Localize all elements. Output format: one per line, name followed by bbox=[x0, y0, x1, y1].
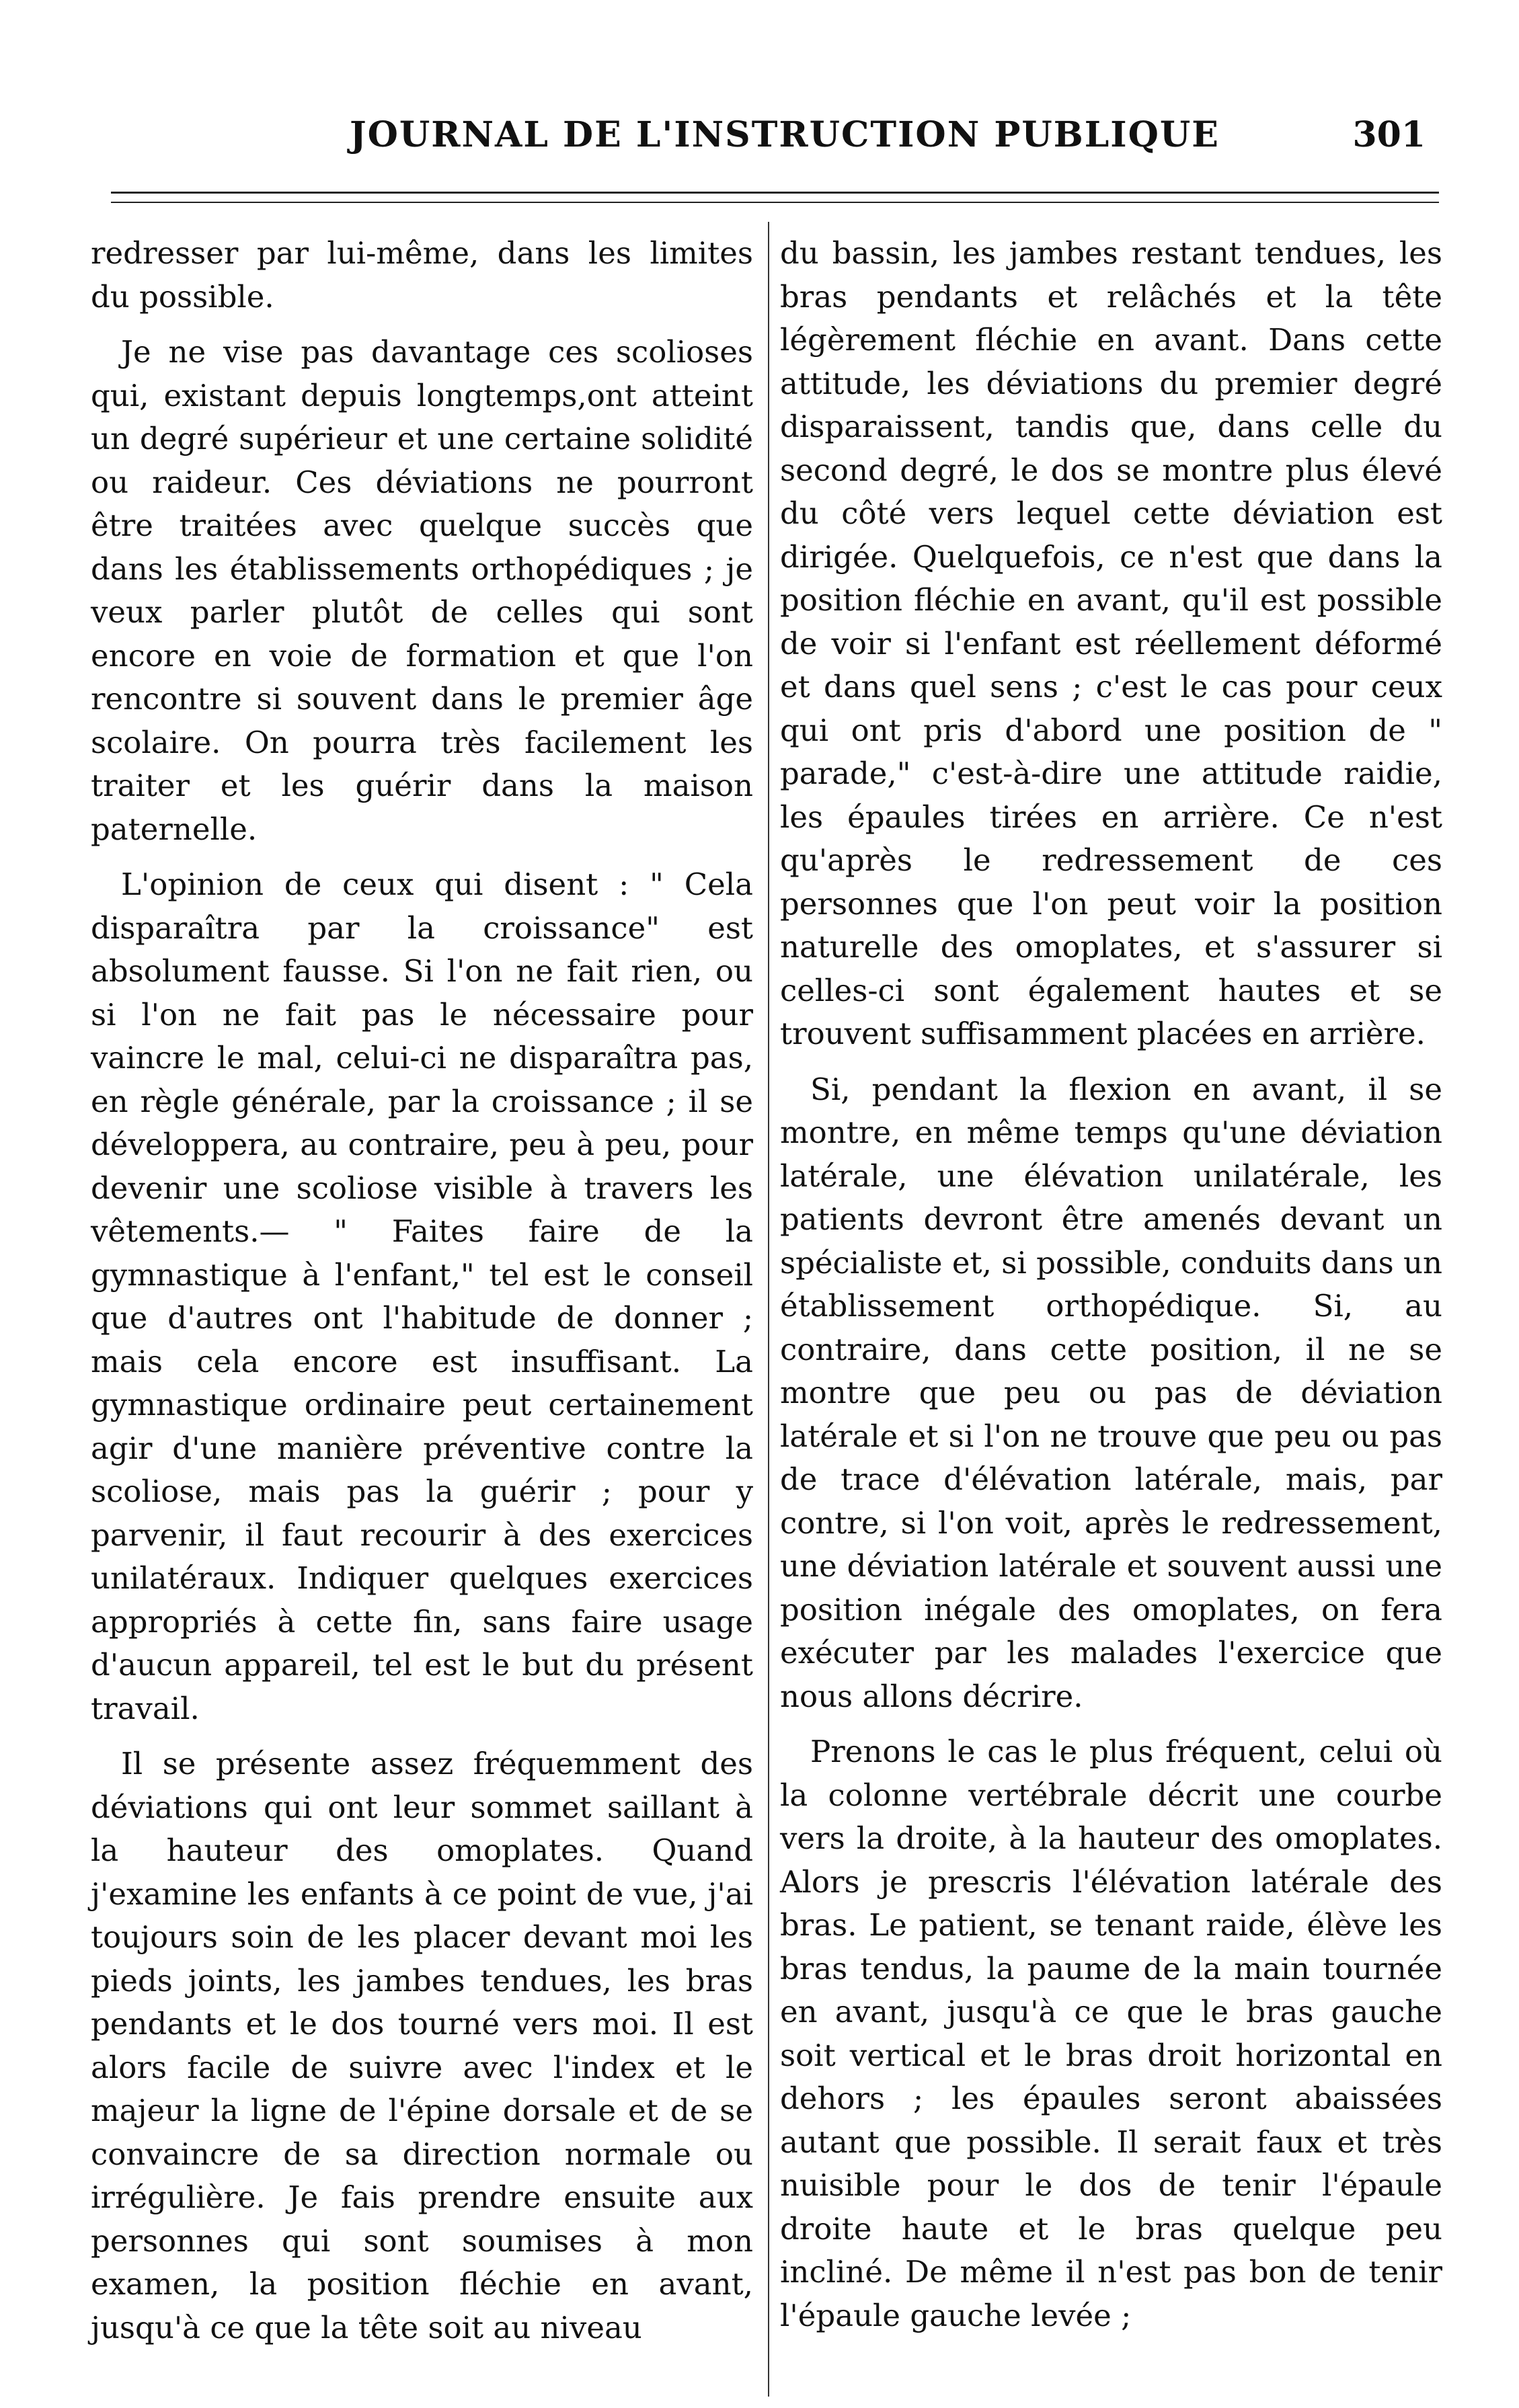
left-paragraph-4: Il se présente assez fréquemment des déviations qui ont leur sommet saillant à la hauteur des omoplates. Quand j'examine les enfants à ce point de vue, j'ai toujours soin de les placer devant moi les pieds joints, les jambes tendues, les bras pendants et le dos tourné vers moi. Il est alors facile de suivre avec l'index et le majeur la ligne de l'épine dorsale et de se convaincre de sa direction normale ou irrégulière. Je fais prendre ensuite aux personnes qui sont soumises à mon examen, la position fléchie en avant, jusqu'à ce que la tête soit au niveau bbox=[91, 1746, 753, 2345]
right-paragraph-3: Prenons le cas le plus fréquent, celui où la colonne vertébrale décrit une courbe vers la droite, à la hauteur des omoplates. Alors je prescris l'élévation latérale des bras. Le patient, se tenant raide, élève les bras tendus, la paume de la main tournée en avant, jusqu'à ce que le bras gauche soit vertical et le bras droit horizontal en dehors ; les épaules seront abaissées autant que possible. Il serait faux et très nuisible pour le dos de tenir l'épaule droite haute et le bras quelque peu incliné. De même il n'est pas bon de tenir l'épaule gauche levée ; bbox=[780, 1734, 1442, 2333]
running-header bbox=[101, 114, 1439, 168]
header-rule-bottom bbox=[111, 202, 1439, 203]
left-column bbox=[91, 232, 753, 2362]
column-divider bbox=[768, 222, 769, 2397]
header-rule-top bbox=[111, 192, 1439, 194]
right-paragraph-2: Si, pendant la flexion en avant, il se montre, en même temps qu'une déviation latérale, une élévation unilatérale, les patients devront être amenés devant un spécialiste et, si possible, conduits dans un établissement orthopédique. Si, au contraire, dans cette position, il ne se montre que peu ou pas de déviation latérale et si l'on ne trouve que peu ou pas de trace d'élévation latérale, mais, par contre, si l'on voit, après le redressement, une déviation latérale et souvent aussi une position inégale des omoplates, on fera exécuter par les malades l'exercice que nous allons décrire. bbox=[780, 1071, 1442, 1714]
right-paragraph-1: du bassin, les jambes restant tendues, les bras pendants et relâchés et la tête légèrement fléchie en avant. Dans cette attitude, les déviations du premier degré disparaissent, tandis que, dans celle du second degré, le dos se montre plus élevé du côté vers lequel cette déviation est dirigée. Quelquefois, ce n'est que dans la position fléchie en avant, qu'il est possible de voir si l'enfant est réellement déformé et dans quel sens ; c'est le cas pour ceux qui ont pris d'abord une position de " parade," c'est-à-dire une attitude raidie, les épaules tirées en arrière. Ce n'est qu'après le redressement de ces personnes que l'on peut voir la position naturelle des omoplates, et s'assurer si celles-ci sont également hautes et se trouvent suffisamment placées en arrière. bbox=[780, 235, 1442, 1051]
journal-title: JOURNAL DE L'INSTRUCTION PUBLIQUE bbox=[350, 114, 1220, 155]
left-paragraph-2: Je ne vise pas davantage ces scolioses qui, existant depuis longtemps,ont atteint un degré supérieur et une certaine solidité ou raideur. Ces déviations ne pourront être traitées avec quelque succès que dans les établissements orthopédiques ; je veux parler plutôt de celles qui sont encore en voie de formation et que l'on rencontre si souvent dans le premier âge scolaire. On pourra très facilement les traiter et les guérir dans la maison paternelle. bbox=[91, 334, 753, 847]
page-number: 301 bbox=[1352, 114, 1426, 155]
right-column bbox=[780, 232, 1442, 2350]
left-paragraph-1: redresser par lui-même, dans les limites du possible. bbox=[91, 235, 753, 315]
left-paragraph-3: L'opinion de ceux qui disent : " Cela disparaîtra par la croissance" est absolument fausse. Si l'on ne fait rien, ou si l'on ne fait pas le nécessaire pour vaincre le mal, celui-ci ne disparaîtra pas, en règle générale, par la croissance ; il se développera, au contraire, peu à peu, pour devenir une scoliose visible à travers les vêtements.— " Faites faire de la gymnastique à l'enfant," tel est le conseil que d'autres ont l'habitude de donner ; mais cela encore est insuffisant. La gymnastique ordinaire peut certainement agir d'une manière préventive contre la scoliose, mais pas la guérir ; pour y parvenir, il faut recourir à des exercices unilatéraux. Indiquer quelques exercices appropriés à cette fin, sans faire usage d'aucun appareil, tel est le but du présent travail. bbox=[91, 867, 753, 1726]
